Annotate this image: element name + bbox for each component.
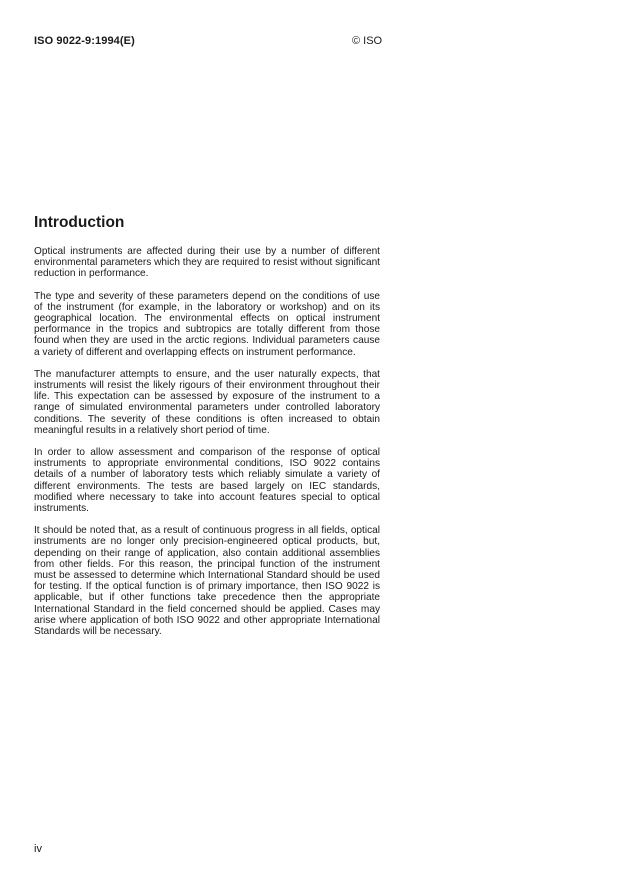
paragraph: The manufacturer attempts to ensure, and the user naturally expects, that instruments will resist the likely rigours of their environment throughout their life. This expectation can be assessed by exposure of the instrument to a range of simulated environmental parameters under controlled laboratory conditions. The severity of these conditions is often increased to obtain meaningful results in a relatively short period of time.: [34, 368, 380, 436]
paragraph: Optical instruments are affected during their use by a number of different environmental parameters which they are required to resist without significant reduction in performance.: [34, 246, 380, 280]
introduction-body: [34, 246, 380, 648]
paragraph: The type and severity of these parameters depend on the conditions of use of the instrument (for example, in the laboratory or workshop) and on its geographical location. The environmental effects on optical instrument performance in the tropics and subtropics are totally different from those found when they are used in the arctic regions. Individual parameters cause a variety of different and overlapping effects on instrument performance.: [34, 290, 380, 358]
paragraph: In order to allow assessment and comparison of the response of optical instruments to appropriate environmental conditions, ISO 9022 contains details of a number of laboratory tests which reliably simulate a variety of different environments. The tests are based largely on IEC standards, modified where necessary to take into account features special to optical instruments.: [34, 447, 380, 515]
paragraph: It should be noted that, as a result of continuous progress in all fields, optical instruments are no longer only precision-engineered optical products, but, depending on their range of application, also contain additional assemblies from other fields. For this reason, the principal function of the instrument must be assessed to determine which International Standard should be used for testing. If the optical function is of primary importance, then ISO 9022 is applicable, but if other functions take precedence then the appropriate International Standard in the field concerned should be applied. Cases may arise where application of both ISO 9022 and other appropriate International Standards will be necessary.: [34, 525, 380, 638]
section-title: Introduction: [34, 214, 125, 231]
copyright-notice: © ISO: [352, 35, 383, 47]
standard-reference: ISO 9022-9:1994(E): [34, 35, 135, 47]
page-number: iv: [34, 843, 42, 855]
